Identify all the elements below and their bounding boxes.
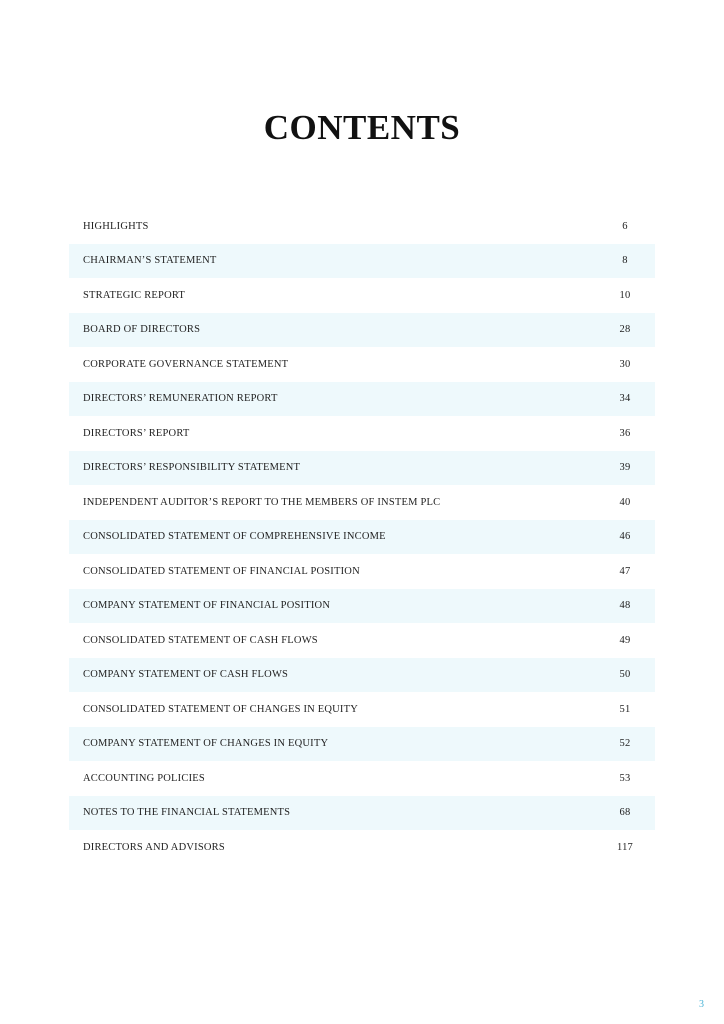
toc-page-number: 36 (619, 427, 631, 439)
toc-page-number: 10 (619, 289, 631, 301)
toc-label: CORPORATE GOVERNANCE STATEMENT (83, 358, 289, 370)
toc-page-number: 8 (622, 255, 628, 267)
toc-row-board-of-directors[interactable] (69, 313, 655, 348)
toc-page-number: 30 (619, 358, 631, 370)
toc-page-number: 34 (619, 393, 631, 405)
toc-page-number: 6 (622, 220, 628, 232)
toc-label: HIGHLIGHTS (83, 220, 149, 232)
toc-page-number: 40 (619, 496, 631, 508)
toc-label: BOARD OF DIRECTORS (83, 324, 201, 336)
toc-row-notes[interactable] (69, 796, 655, 831)
toc-row-corporate-governance[interactable] (69, 347, 655, 382)
toc-row-comprehensive-income[interactable] (69, 520, 655, 555)
toc-label: CONSOLIDATED STATEMENT OF CASH FLOWS (83, 634, 318, 646)
toc-row-directors-advisors[interactable] (69, 830, 655, 865)
toc-row-company-financial-position[interactable] (69, 589, 655, 624)
toc-row-consolidated-cash-flows[interactable] (69, 623, 655, 658)
toc-row-remuneration-report[interactable] (69, 382, 655, 417)
toc-label: COMPANY STATEMENT OF CHANGES IN EQUITY (83, 738, 329, 750)
toc-row-company-changes-equity[interactable] (69, 727, 655, 762)
toc-row-company-cash-flows[interactable] (69, 658, 655, 693)
toc-row-accounting-policies[interactable] (69, 761, 655, 796)
toc-page-number: 53 (619, 772, 631, 784)
toc-row-highlights[interactable] (69, 209, 655, 244)
toc-page-number: 51 (619, 703, 631, 715)
toc-label: STRATEGIC REPORT (83, 289, 186, 301)
toc-label: DIRECTORS’ REPORT (83, 427, 190, 439)
toc-page-number: 117 (617, 841, 633, 853)
toc-label: DIRECTORS’ RESPONSIBILITY STATEMENT (83, 462, 301, 474)
toc-label: INDEPENDENT AUDITOR’S REPORT TO THE MEMBERS OF INSTEM PLC (83, 496, 441, 508)
toc-page-number: 47 (619, 565, 631, 577)
toc-page-number: 52 (619, 738, 631, 750)
toc-page-number: 49 (619, 634, 631, 646)
toc-label: CONSOLIDATED STATEMENT OF FINANCIAL POSITION (83, 565, 360, 577)
page-number: 3 (699, 999, 704, 1010)
toc-row-strategic-report[interactable] (69, 278, 655, 313)
toc-page-number: 39 (619, 462, 631, 474)
toc-label: NOTES TO THE FINANCIAL STATEMENTS (83, 807, 291, 819)
page-title: CONTENTS (263, 108, 461, 147)
toc-page-number: 46 (619, 531, 631, 543)
toc-row-consolidated-financial-position[interactable] (69, 554, 655, 589)
toc-page-number: 50 (619, 669, 631, 681)
toc-label: COMPANY STATEMENT OF CASH FLOWS (83, 669, 289, 681)
toc-page-number: 48 (619, 600, 631, 612)
toc-row-chairmans-statement[interactable] (69, 244, 655, 279)
toc-label: COMPANY STATEMENT OF FINANCIAL POSITION (83, 600, 331, 612)
table-of-contents (69, 209, 655, 865)
toc-row-auditors-report[interactable] (69, 485, 655, 520)
toc-row-responsibility-statement[interactable] (69, 451, 655, 486)
toc-row-directors-report[interactable] (69, 416, 655, 451)
toc-label: DIRECTORS AND ADVISORS (83, 841, 225, 853)
toc-label: DIRECTORS’ REMUNERATION REPORT (83, 393, 278, 405)
toc-label: CHAIRMAN’S STATEMENT (83, 255, 217, 267)
toc-label: ACCOUNTING POLICIES (83, 772, 205, 784)
toc-label: CONSOLIDATED STATEMENT OF CHANGES IN EQUITY (83, 703, 359, 715)
toc-page-number: 68 (619, 807, 631, 819)
toc-label: CONSOLIDATED STATEMENT OF COMPREHENSIVE INCOME (83, 531, 386, 543)
toc-row-consolidated-changes-equity[interactable] (69, 692, 655, 727)
toc-page-number: 28 (619, 324, 631, 336)
